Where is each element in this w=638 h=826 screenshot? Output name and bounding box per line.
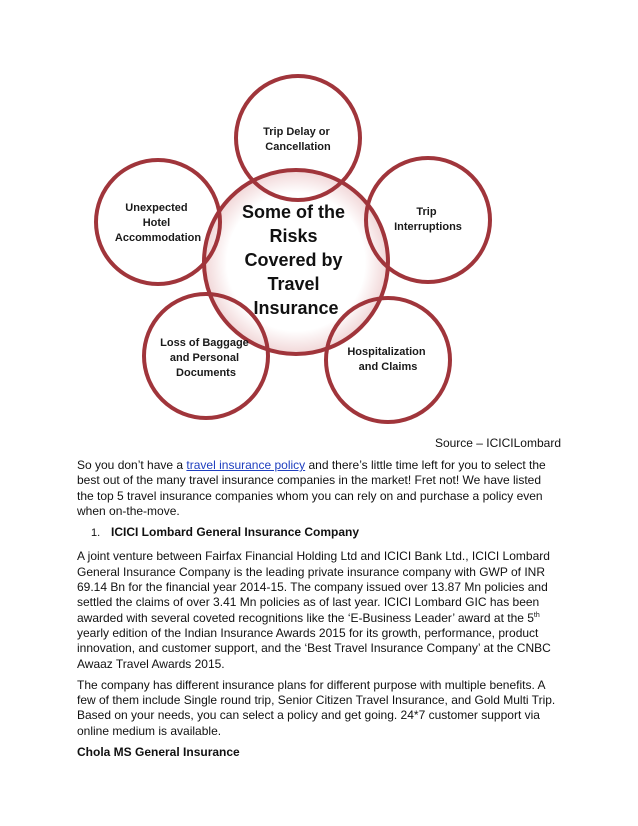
article-body — [77, 458, 559, 760]
circle-top-text: Trip Delay or Cancellation — [263, 126, 331, 153]
center-text: Some of the Risks Covered by Travel Insurance — [241, 202, 345, 318]
circle-right — [366, 158, 490, 282]
list-item-icici — [91, 525, 559, 541]
travel-insurance-policy-link[interactable]: travel insurance policy — [186, 458, 306, 472]
icici-text-a: A joint venture between Fairfax Financial Holding Ltd and ICICI Bank Ltd., ICICI Lombard General Insurance Company is the leading private insurance company with GWP of INR 69.14 Bn for the financial year 2014-15. The company issued over 13.87 Mn policies and settled the claims of over 3.41 Mn policies as of last year. ICICI Lombard GIC has been awarded with several coveted recognitions like the ‘E-Business Leader’ award at the 5 — [77, 549, 550, 625]
list-number: 1. — [91, 527, 101, 540]
circle-left-text: Unexpected Hotel Accommodation — [114, 202, 202, 244]
circle-bottom-right — [326, 298, 450, 422]
superscript-th: th — [533, 611, 540, 619]
intro-paragraph — [77, 458, 559, 519]
circle-bottom-left-text: Loss of Baggage and Personal Documents — [160, 337, 249, 379]
icici-paragraph — [77, 549, 559, 671]
source-caption: Source – ICICILombard — [434, 436, 561, 450]
chola-heading: Chola MS General Insurance — [77, 745, 240, 760]
icici-text-b: yearly edition of the Indian Insurance Awards 2015 for its growth, performance, product innovation, and customer support, and the ‘Best Travel Insurance Company’ at the CNBC Awaaz Travel Awards 2015. — [77, 625, 551, 671]
intro-text-start: So you don’t have a — [77, 458, 187, 472]
circle-right-text: Trip Interruptions — [394, 206, 462, 233]
list-item-title: ICICI Lombard General Insurance Company — [111, 525, 360, 540]
intro-text-end: and there’s little time left for you to select the best out of the many travel insurance companies in the market! Fret not! We have listed the top 5 travel insurance companies whom you can rely on and purchase a policy even when on-the-move. — [77, 458, 546, 518]
plans-paragraph: The company has different insurance plans for different purpose with multiple benefits. A few of them include Single round trip, Senior Citizen Travel Insurance, and Gold Multi Trip. Based on your needs, you can select a policy and get going. 24*7 customer support via online medium is available. — [77, 677, 556, 738]
circle-bottom-right-text: Hospitalization and Claims — [347, 346, 426, 373]
